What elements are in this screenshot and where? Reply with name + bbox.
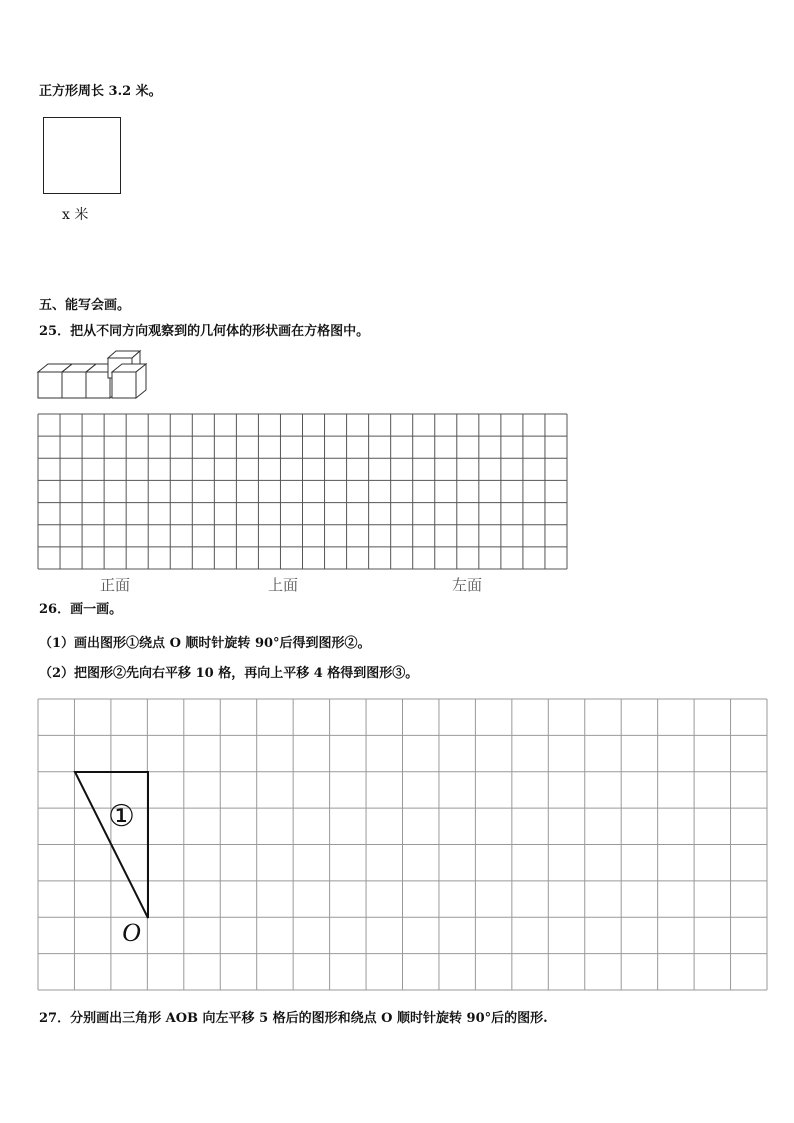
question-26-part2: （2）把图形②先向右平移 10 格，再向上平移 4 格得到图形③。 xyxy=(39,666,419,681)
view-label-left: 左面 xyxy=(452,576,483,594)
view-label-top: 上面 xyxy=(268,576,299,594)
cube-solid-figure xyxy=(36,350,156,400)
view-drawing-grid[interactable] xyxy=(38,414,568,570)
view-label-front: 正面 xyxy=(100,576,131,594)
triangle-label-1: ① xyxy=(108,799,135,834)
point-o-label: O xyxy=(122,918,141,947)
question-text-square-perimeter: 正方形周长 3.2 米。 xyxy=(39,84,162,99)
question-26-title: 26．画一画。 xyxy=(39,602,123,617)
square-side-label: x 米 xyxy=(62,207,89,223)
section-title: 五、能写会画。 xyxy=(39,298,131,313)
triangle-figure-1 xyxy=(38,699,768,991)
question-27-text: 27．分别画出三角形 AOB 向左平移 5 格后的图形和绕点 O 顺时针旋转 90°后的图形. xyxy=(39,1011,548,1026)
question-26-part1: （1）画出图形①绕点 O 顺时针旋转 90°后得到图形②。 xyxy=(39,636,371,651)
square-figure xyxy=(43,117,121,194)
question-25-text: 25．把从不同方向观察到的几何体的形状画在方格图中。 xyxy=(39,324,370,339)
